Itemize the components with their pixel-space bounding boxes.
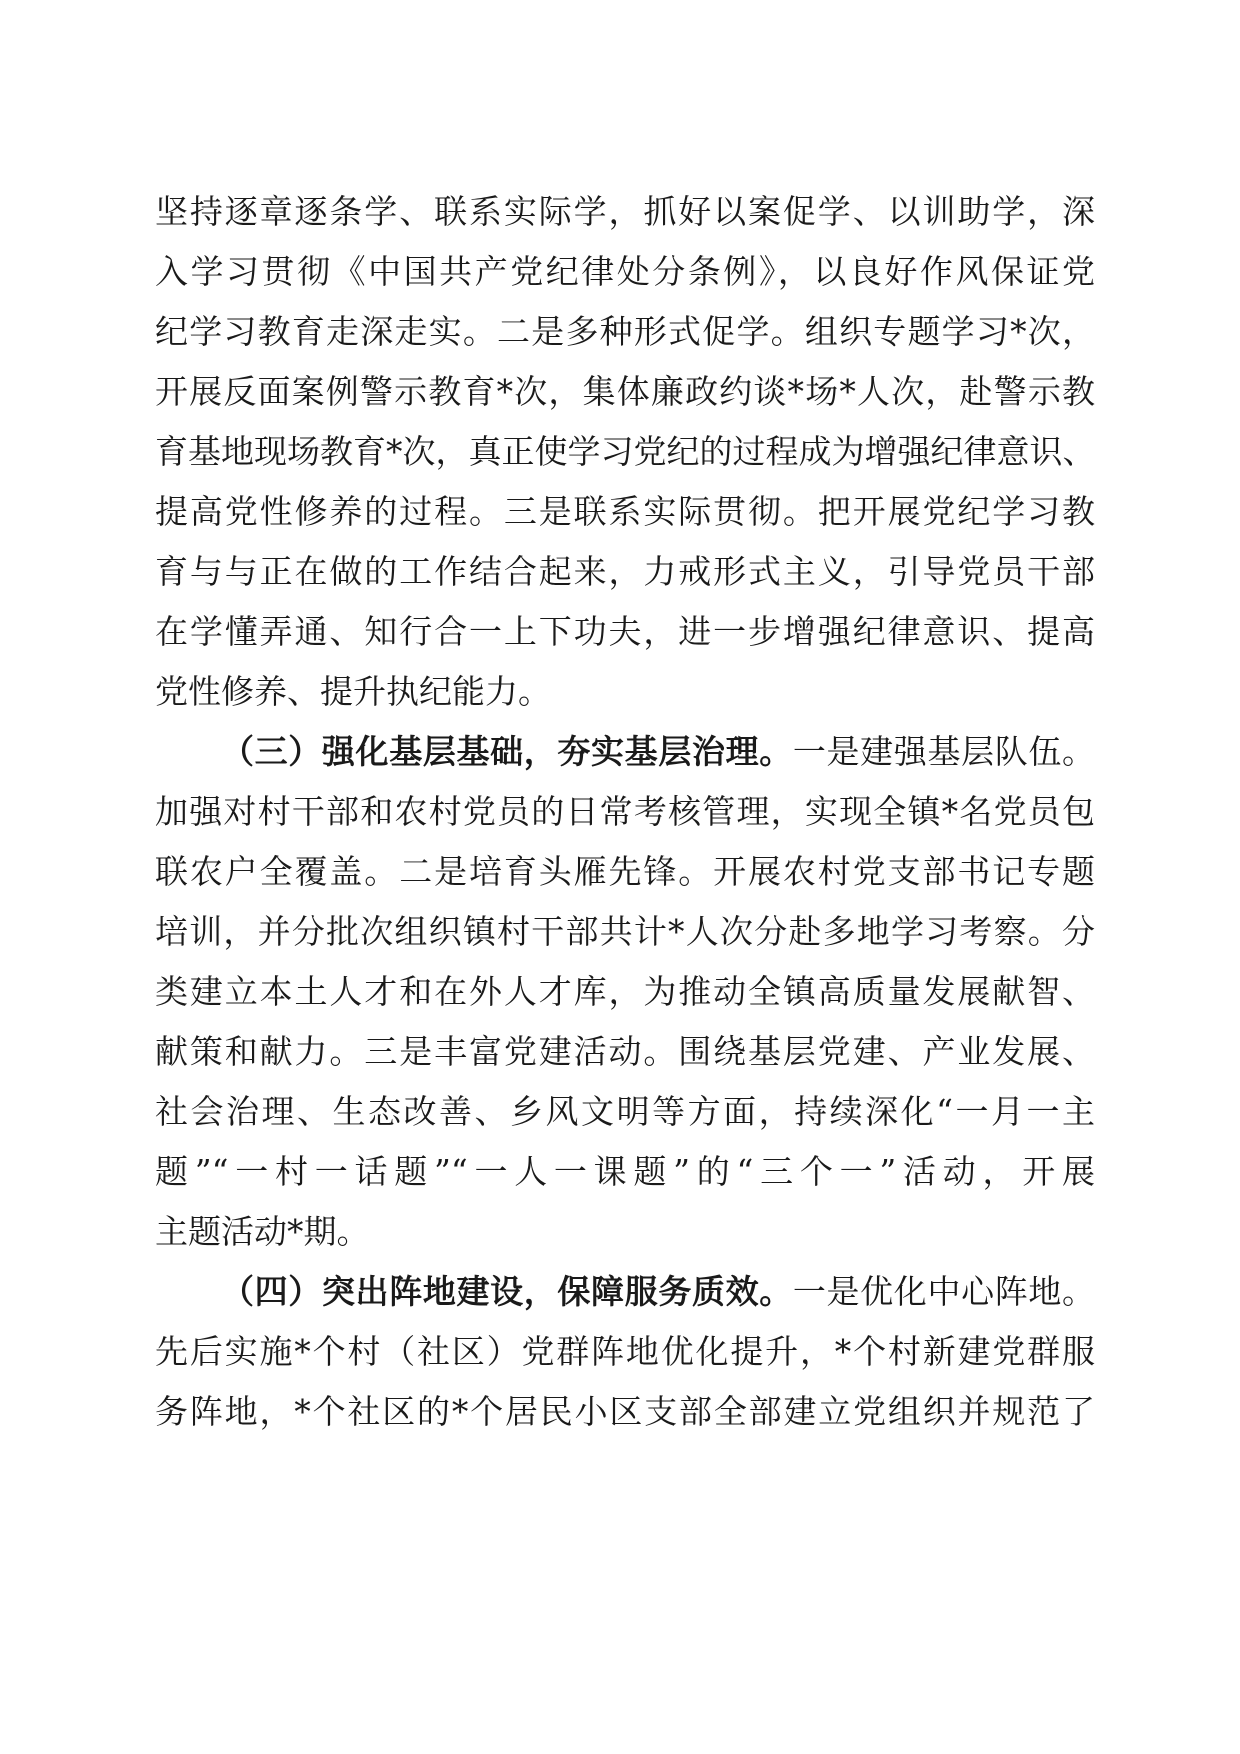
text-line: 纪学习教育走深走实。二是多种形式促学。组织专题学习*次， bbox=[155, 312, 1095, 351]
paragraph-2 bbox=[155, 722, 1095, 1262]
text-line: 育与与正在做的工作结合起来，力戒形式主义，引导党员干部 bbox=[155, 552, 1095, 591]
section-heading: （四）突出阵地建设，保障服务质效。 bbox=[221, 1272, 793, 1311]
paragraph-first-line bbox=[155, 1262, 1095, 1322]
paragraph-3 bbox=[155, 1262, 1095, 1442]
paragraph-1 bbox=[155, 182, 1095, 722]
text-line: 培训，并分批次组织镇村干部共计*人次分赴多地学习考察。分 bbox=[155, 912, 1095, 951]
text-line: 献策和献力。三是丰富党建活动。围绕基层党建、产业发展、 bbox=[155, 1032, 1095, 1071]
text-line: 联农户全覆盖。二是培育头雁先锋。开展农村党支部书记专题 bbox=[155, 852, 1095, 891]
text-line: 题”“一村一话题”“一人一课题”的“三个一”活动，开展 bbox=[155, 1152, 1095, 1191]
text-line: 社会治理、生态改善、乡风文明等方面，持续深化“一月一主 bbox=[155, 1092, 1095, 1131]
text-line: 类建立本土人才和在外人才库，为推动全镇高质量发展献智、 bbox=[155, 972, 1095, 1011]
text-line: 务阵地，*个社区的*个居民小区支部全部建立党组织并规范了 bbox=[155, 1392, 1095, 1431]
paragraph-first-line bbox=[155, 722, 1095, 782]
text-line: 党性修养、提升执纪能力。 bbox=[155, 672, 551, 711]
text-line: 育基地现场教育*次，真正使学习党纪的过程成为增强纪律意识、 bbox=[155, 432, 1096, 471]
section-heading: （三）强化基层基础，夯实基层治理。 bbox=[221, 732, 793, 771]
text-run: 一是优化中心阵地。 bbox=[792, 1272, 1096, 1311]
text-line: 入学习贯彻《中国共产党纪律处分条例》，以良好作风保证党 bbox=[155, 252, 1095, 291]
text-line: 在学懂弄通、知行合一上下功夫，进一步增强纪律意识、提高 bbox=[155, 612, 1095, 651]
text-line: 开展反面案例警示教育*次，集体廉政约谈*场*人次，赴警示教 bbox=[155, 372, 1095, 411]
text-line: 提高党性修养的过程。三是联系实际贯彻。把开展党纪学习教 bbox=[155, 492, 1095, 531]
text-line: 加强对村干部和农村党员的日常考核管理，实现全镇*名党员包 bbox=[155, 792, 1095, 831]
text-run: 一是建强基层队伍。 bbox=[792, 732, 1096, 771]
text-line: 先后实施*个村（社区）党群阵地优化提升，*个村新建党群服 bbox=[155, 1332, 1095, 1371]
text-line: 主题活动*期。 bbox=[155, 1212, 370, 1251]
document-body bbox=[155, 182, 1095, 1442]
text-line: 坚持逐章逐条学、联系实际学，抓好以案促学、以训助学，深 bbox=[155, 192, 1095, 231]
